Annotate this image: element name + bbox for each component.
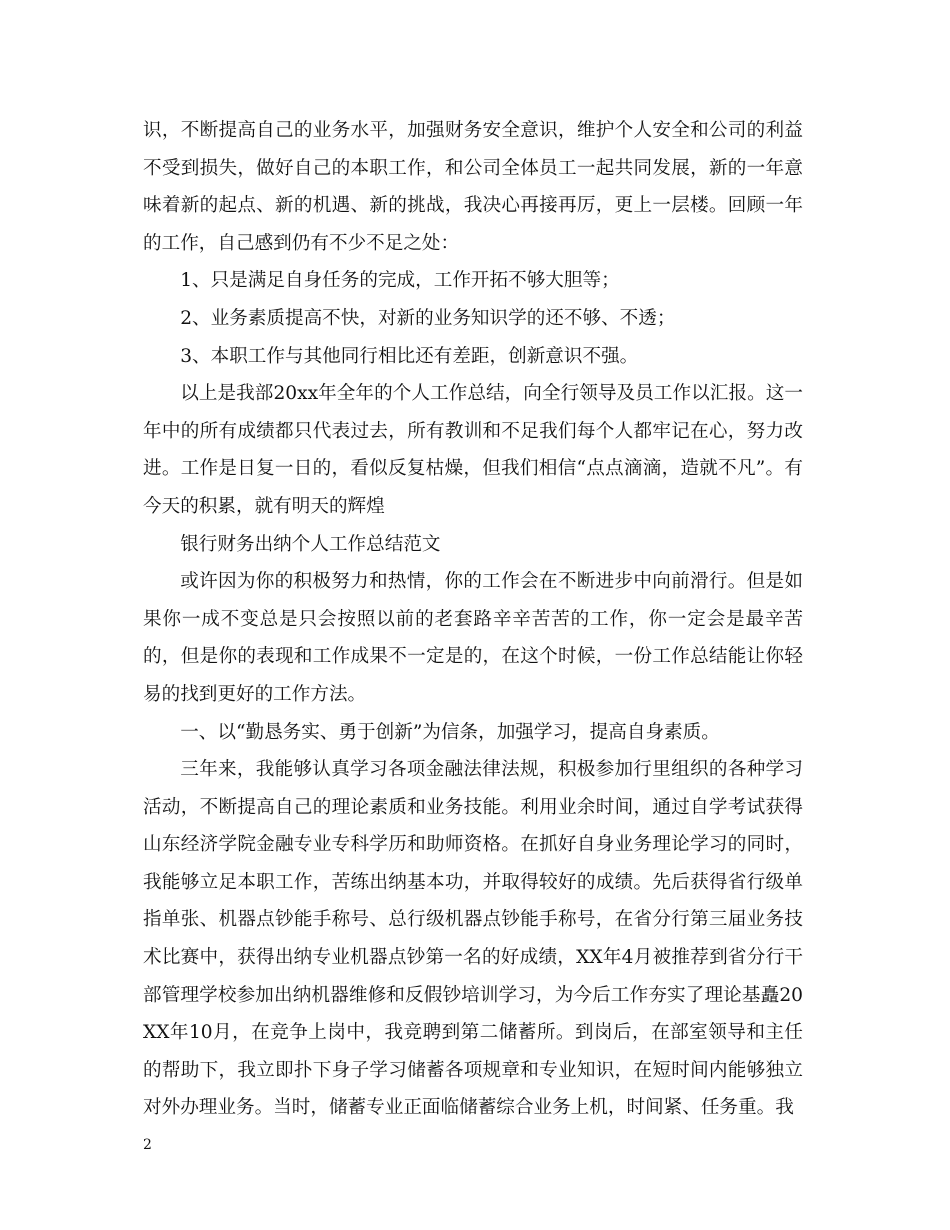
paragraph-intro: 或许因为你的积极努力和热情，你的工作会在不断进步中向前滑行。但是如果你一成不变总是只会按照以前的老套路辛辛苦苦的工作，你一定会是最辛苦的，但是你的表现和工作成果不一定是的，在这个时候，一份工作总结能让你轻易的找到更好的工作方法。 <box>143 571 803 705</box>
paragraph-list-item-1: 1、只是满足自身任务的完成，工作开拓不够大胆等； <box>180 270 620 292</box>
paragraph-body: 三年来，我能够认真学习各项金融法律法规，积极参加行里组织的各种学习活动，不断提高自己的理论素质和业务技能。利用业余时间，通过自学考试获得山东经济学院金融专业专科学历和助师资格。在抓好自身业务理论学习的同时，我能够立足本职工作，苦练出纳基本功，并取得较好的成绩。先后获得省行级单指单张、机器点钞能手称号、总行级机器点钞能手称号，在省分行第三届业务技术比赛中，获得出纳专业机器点钞第一名的好成绩，XX年4月被推荐到省分行干部管理学校参加出纳机器维修和反假钞培训学习，为今后工作夯实了理论基矗20XX年10月，在竞争上岗中，我竞聘到第二储蓄所。到岗后，在部室领导和主任的帮助下，我立即扑下身子学习储蓄各项规章和专业知识，在短时间内能够独立对外办理业务。当时，储蓄专业正面临储蓄综合业务上机，时间紧、任务重。我 <box>143 759 803 1119</box>
paragraph-list-item-2: 2、业务素质提高不快，对新的业务知识学的还不够、不透； <box>180 307 676 329</box>
paragraph-continuation: 识，不断提高自己的业务水平，加强财务安全意识，维护个人安全和公司的利益不受到损失，做好自己的本职工作，和公司全体员工一起共同发展，新的一年意味着新的起点、新的机遇、新的挑战，我决心再接再厉，更上一层楼。回顾一年的工作，自己感到仍有不少不足之处： <box>143 120 803 254</box>
page-number: 2 <box>143 1137 152 1153</box>
section-title: 银行财务出纳个人工作总结范文 <box>180 533 441 555</box>
paragraph-summary: 以上是我部20xx年全年的个人工作总结，向全行领导及员工作以汇报。这一年中的所有成绩都只代表过去，所有教训和不足我们每个人都牢记在心，努力改进。工作是日复一日的，看似反复枯燥，但我们相信“点点滴滴，造就不凡”。有今天的积累，就有明天的辉煌 <box>143 383 803 517</box>
section-heading-one: 一、以“勤恳务实、勇于创新”为信条，加强学习，提高自身素质。 <box>180 721 720 743</box>
paragraph-list-item-3: 3、本职工作与其他同行相比还有差距，创新意识不强。 <box>180 345 639 367</box>
document-body <box>143 112 803 1127</box>
